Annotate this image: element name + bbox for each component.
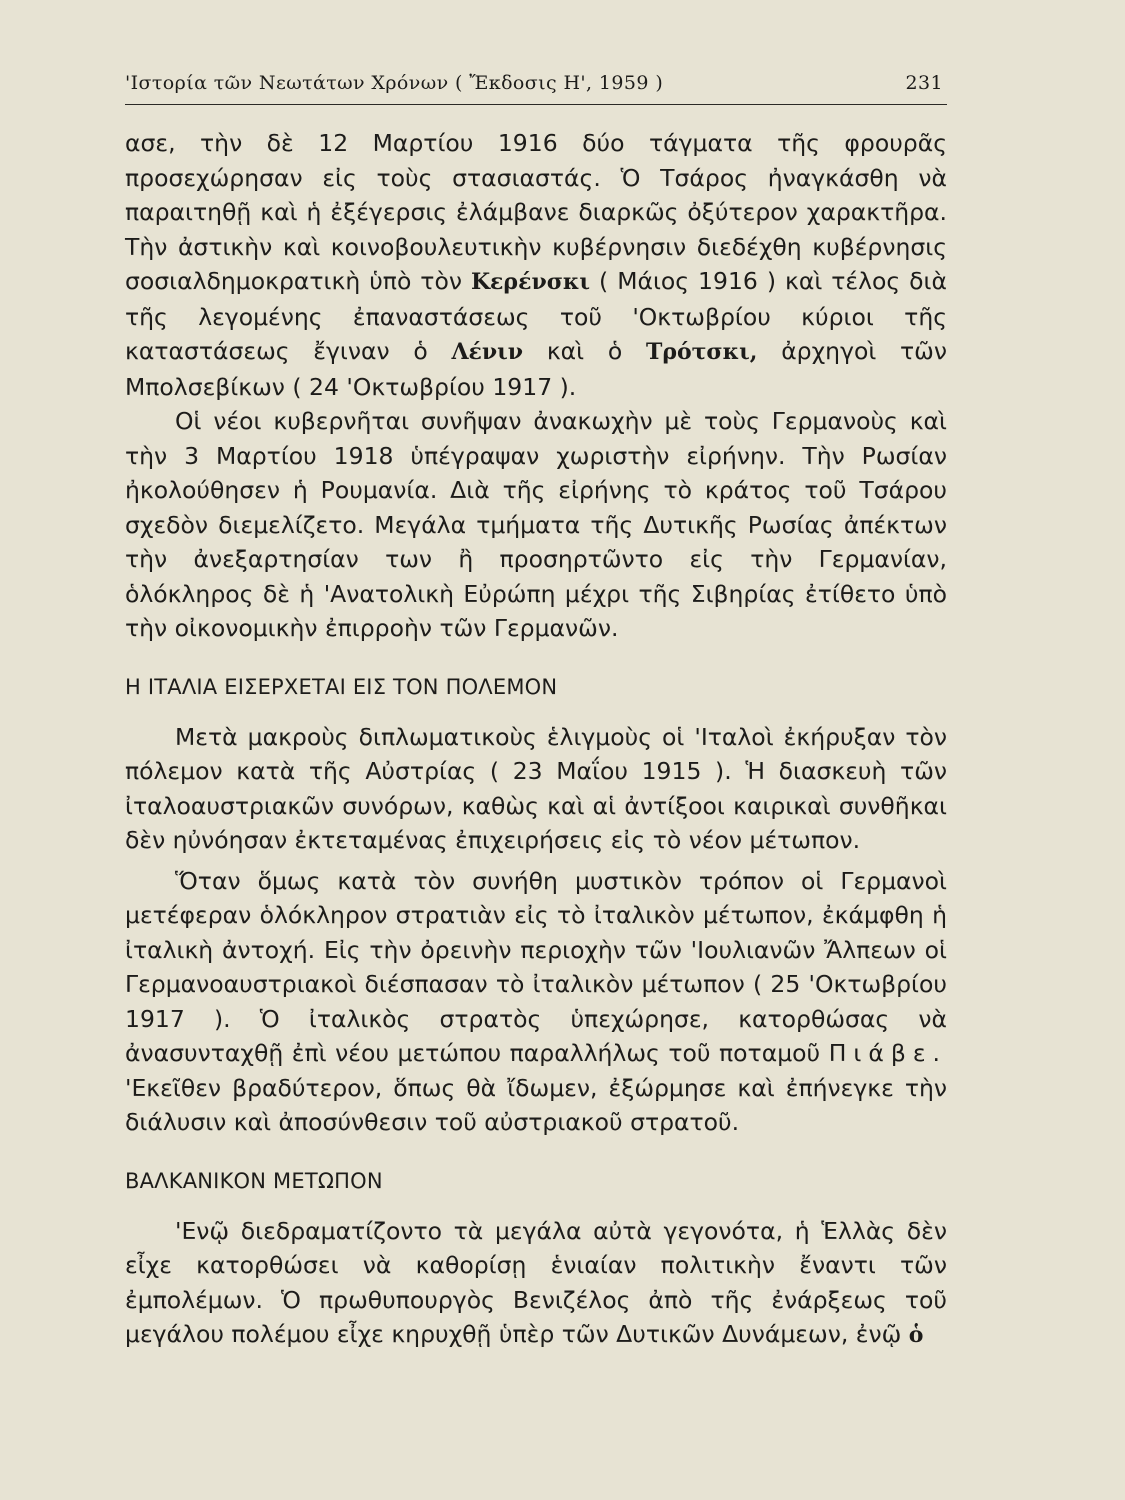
page-number: 231 bbox=[905, 72, 943, 94]
text-run: Ὅταν ὅμως κατὰ τὸν συνήθη μυστικὸν τρόπον οἱ Γερμανοὶ μετέφεραν ὁλόκληρον στρατιὰν εἰς τὸ ἰταλικὸν μέτωπον, ἐκάμφθη ἡ ἰταλικὴ ἀντοχή. Εἰς τὴν ὀρεινὴν περιοχὴν τῶν 'Ιουλιανῶν Ἄλπεων οἱ Γερμανοαυστριακοὶ διέσπασαν τὸ ἰταλικὸν μέτωπον ( 25 'Οκτωβρίου 1917 ). Ὁ ἰταλικὸς στρατὸς ὑπεχώρησε, κατορθώσας νὰ ἀνασυνταχθῇ ἐπὶ νέου μετώπου παραλλήλως τοῦ ποταμοῦ bbox=[125, 866, 947, 1067]
running-head bbox=[125, 72, 947, 102]
heading-balkan-front: ΒΑΛΚΑΝΙΚΟΝ ΜΕΤΩΠΟΝ bbox=[125, 1168, 383, 1193]
river-piave: Πιάβε. bbox=[828, 1039, 947, 1067]
body-text bbox=[125, 126, 947, 1353]
text-run: ἀρχηγοὶ τῶν Μπολσεβίκων ( 24 'Οκτωβρίου 1917 ). bbox=[125, 337, 947, 401]
text-run: καὶ ὁ bbox=[546, 337, 623, 365]
paragraph-italy-entry: Μετὰ μακροὺς διπλωματικοὺς ἑλιγμοὺς οἱ 'Ιταλοὶ ἐκήρυξαν τὸν πόλεμον κατὰ τῆς Αὐστρίας ( 23 Μαΐου 1915 ). Ἡ διασκευὴ τῶν ἰταλοαυστριακῶν συνόρων, καθὼς καὶ αἱ ἀντίξοοι καιρικαὶ συνθῆκαι δὲν ηὐνόησαν ἐκτεταμένας ἐπιχειρήσεις εἰς τὸ νέον μέτωπον. bbox=[125, 722, 947, 854]
text-run: 'Εκεῖθεν βραδύτερον, ὅπως θὰ ἴδωμεν, ἐξώρμησε καὶ ἐπήνεγκε τὴν διάλυσιν καὶ ἀποσύνθεσιν τοῦ αὐστριακοῦ στρατοῦ. bbox=[125, 1073, 947, 1136]
paragraph-italian-front bbox=[125, 864, 947, 1140]
header-rule bbox=[125, 104, 947, 105]
name-lenin: Λένιν bbox=[451, 339, 524, 365]
bold-article: ὁ bbox=[908, 1322, 924, 1348]
name-trotsky: Τρότσκι, bbox=[645, 339, 758, 365]
text-run: ασε, τὴν δὲ 12 Μαρτίου 1916 δύο τάγματα τῆς φρουρᾶς προσεχώρησαν εἰς τοὺς στασιαστάς. Ὁ Τσάρος ἠναγκάσθη νὰ παραιτηθῇ καὶ ἡ ἐξέγερσις ἐλάμβανε διαρκῶς ὀξύτερον χαρακτῆρα. Τὴν ἀστικὴν καὶ κοινοβουλευτικὴν κυβέρνησιν διεδέχθη κυβέρνησις σοσιαλδημοκρατικὴ ὑπὸ τὸν bbox=[125, 129, 947, 295]
book-title: 'Ιστορία τῶν Νεωτάτων Χρόνων ( Ἔκδοσις Η', 1959 ) bbox=[125, 72, 664, 94]
heading-italy: Η ΙΤΑΛΙΑ ΕΙΣΕΡΧΕΤΑΙ ΕΙΣ ΤΟΝ ΠΟΛΕΜΟΝ bbox=[125, 674, 558, 699]
paragraph-greece bbox=[125, 1214, 947, 1353]
paragraph-separate-peace: Οἱ νέοι κυβερνῆται συνῆψαν ἀνακωχὴν μὲ τοὺς Γερμανοὺς καὶ τὴν 3 Μαρτίου 1918 ὑπέγραψαν χωριστὴν εἰρήνην. Τὴν Ρωσίαν ἠκολούθησεν ἡ Ρουμανία. Διὰ τῆς εἰρήνης τὸ κράτος τοῦ Τσάρου σχεδὸν διεμελίζετο. Μεγάλα τμήματα τῆς Δυτικῆς Ρωσίας ἀπέκτων τὴν ἀνεξαρτησίαν των ἢ προσηρτῶντο εἰς τὴν Γερμανίαν, ὁλόκληρος δὲ ἡ 'Ανατολικὴ Εὐρώπη μέχρι τῆς Σιβηρίας ἐτίθετο ὑπὸ τὴν οἰκονομικὴν ἐπιρροὴν τῶν Γερμανῶν. bbox=[125, 407, 947, 642]
name-kerensky: Κερένσκι bbox=[470, 269, 591, 295]
paragraph-russia-revolution bbox=[125, 126, 947, 404]
text-run: 'Ενῷ διεδραματίζοντο τὰ μεγάλα αὐτὰ γεγονότα, ἡ Ἑλλὰς δὲν εἶχε κατορθώσει νὰ καθορίσῃ ἑνιαίαν πολιτικὴν ἔναντι τῶν ἐμπολέμων. Ὁ πρωθυπουργὸς Βενιζέλος ἀπὸ τῆς ἐνάρξεως τοῦ μεγάλου πολέμου εἶχε κηρυχθῇ ὑπὲρ τῶν Δυτικῶν Δυνάμεων, ἐνῷ bbox=[125, 1216, 947, 1348]
text-run: ( Μάιος 1916 ) καὶ τέλος διὰ τῆς λεγομένης ἐπαναστάσεως τοῦ 'Οκτωβρίου κύριοι τῆς καταστάσεως ἔγιναν ὁ bbox=[125, 267, 947, 365]
